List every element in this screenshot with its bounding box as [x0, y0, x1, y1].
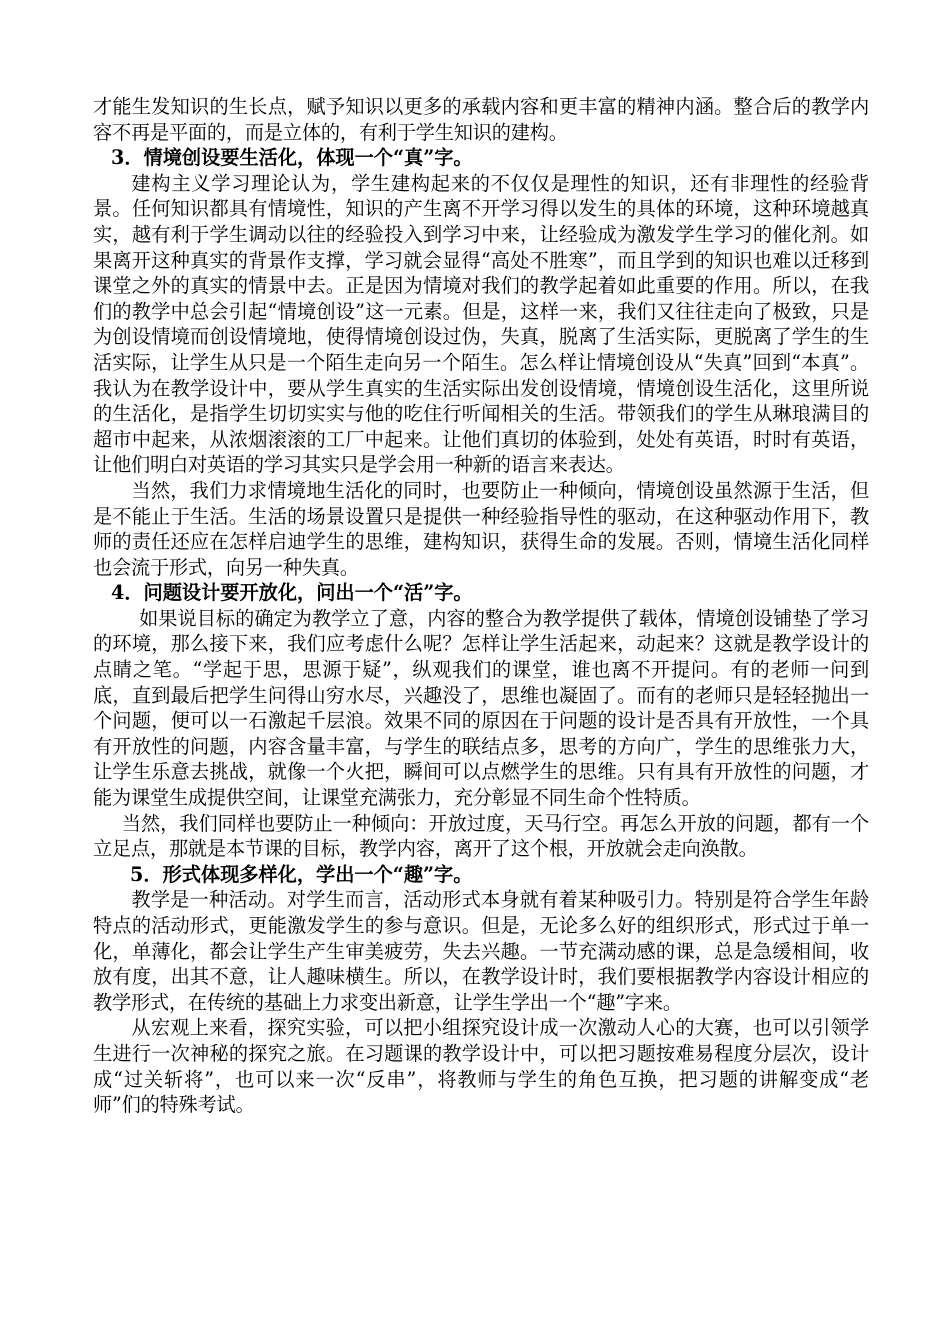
- document-page: [93, 94, 869, 1118]
- paragraph-question-design: 如果说目标的确定为教学立了意，内容的整合为教学提供了载体，情境创设铺垫了学习的环境，那么接下来，我们应考虑什么呢？怎样让学生活起来，动起来？这就是教学设计的点睛之笔。“学起于思，思源于疑”，纵观我们的课堂，谁也离不开提问。有的老师一问到底，直到最后把学生问得山穷水尽，兴趣没了，思维也凝固了。而有的老师只是轻轻抛出一个问题，便可以一石激起千层浪。效果不同的原因在于问题的设计是否具有开放性，一个具有开放性的问题，内容含量丰富，与学生的联结点多，思考的方向广，学生的思维张力大，让学生乐意去挑战，就像一个火把，瞬间可以点燃学生的思维。只有具有开放性的问题，才能为课堂生成提供空间，让课堂充满张力，充分彰显不同生命个性特质。: [93, 606, 869, 810]
- section-heading-3: 3．情境创设要生活化，体现一个“真”字。: [111, 146, 473, 170]
- section-heading-5: 5．形式体现多样化，学出一个“趣”字。: [130, 862, 473, 886]
- paragraph-activity-forms: 教学是一种活动。对学生而言，活动形式本身就有着某种吸引力。特别是符合学生年龄特点的活动形式，更能激发学生的参与意识。但是，无论多么好的组织形式，形式过于单一化，单薄化，都会让学生产生审美疲劳，失去兴趣。一节充满动感的课，总是急缓相间，收放有度，出其不意，让人趣味横生。所以，在教学设计时，我们要根据教学内容设计相应的教学形式，在传统的基础上力求变出新意，让学生学出一个“趣”字来。: [93, 888, 869, 1014]
- paragraph-situation-creation: 建构主义学习理论认为，学生建构起来的不仅仅是理性的知识，还有非理性的经验背景。任何知识都具有情境性，知识的产生离不开学习得以发生的具体的环境，这种环境越真实，越有利于学生调动以往的经验投入到学习中来，让经验成为激发学生学习的催化剂。如果离开这种真实的背景作支撑，学习就会显得“高处不胜寒”，而且学到的知识也难以迁移到课堂之外的真实的情景中去。正是因为情境对我们的教学起着如此重要的作用。所以，在我们的教学中总会引起“情境创设”这一元素。但是，这样一来，我们又往往走向了极致，只是为创设情境而创设情境地，使得情境创设过伪，失真，脱离了生活实际，更脱离了学生的生活实际，让学生从只是一个陌生走向另一个陌生。怎么样让情境创设从“失真”回到“本真”。我认为在教学设计中，要从学生真实的生活实际出发创设情境，情境创设生活化，这里所说的生活化，是指学生切切实实与他的吃住行听闻相关的生活。带领我们的学生从琳琅满目的超市中起来，从浓烟滚滚的工厂中起来。让他们真切的体验到，处处有英语，时时有英语，让他们明白对英语的学习其实只是学会用一种新的语言来表达。: [93, 171, 869, 477]
- paragraph-question-caution: 当然，我们同样也要防止一种倾向：开放过度，天马行空。再怎么开放的问题，都有一个立足点，那就是本节课的目标，教学内容，离开了这个根，开放就会走向涣散。: [93, 811, 869, 861]
- section-heading-4: 4．问题设计要开放化，问出一个“活”字。: [111, 581, 473, 605]
- paragraph-activity-examples: 从宏观上来看，探究实验，可以把小组探究设计成一次激动人心的大赛，也可以引领学生进行一次神秘的探究之旅。在习题课的教学设计中，可以把习题按难易程度分层次，设计成“过关斩将”，也可以来一次“反串”，将教师与学生的角色互换，把习题的讲解变成“老师”们的特殊考试。: [93, 1016, 869, 1117]
- paragraph-situation-caution: 当然，我们力求情境地生活化的同时，也要防止一种倾向，情境创设虽然源于生活，但是不能止于生活。生活的场景设置只是提供一种经验指导性的驱动，在这种驱动作用下，教师的责任还应在怎样启迪学生的思维，建构知识，获得生命的发展。否则，情境生活化同样也会流于形式，向另一种失真。: [93, 478, 869, 579]
- paragraph-continuation: 才能生发知识的生长点，赋予知识以更多的承载内容和更丰富的精神内涵。整合后的教学内容不再是平面的，而是立体的，有利于学生知识的建构。: [93, 95, 869, 144]
